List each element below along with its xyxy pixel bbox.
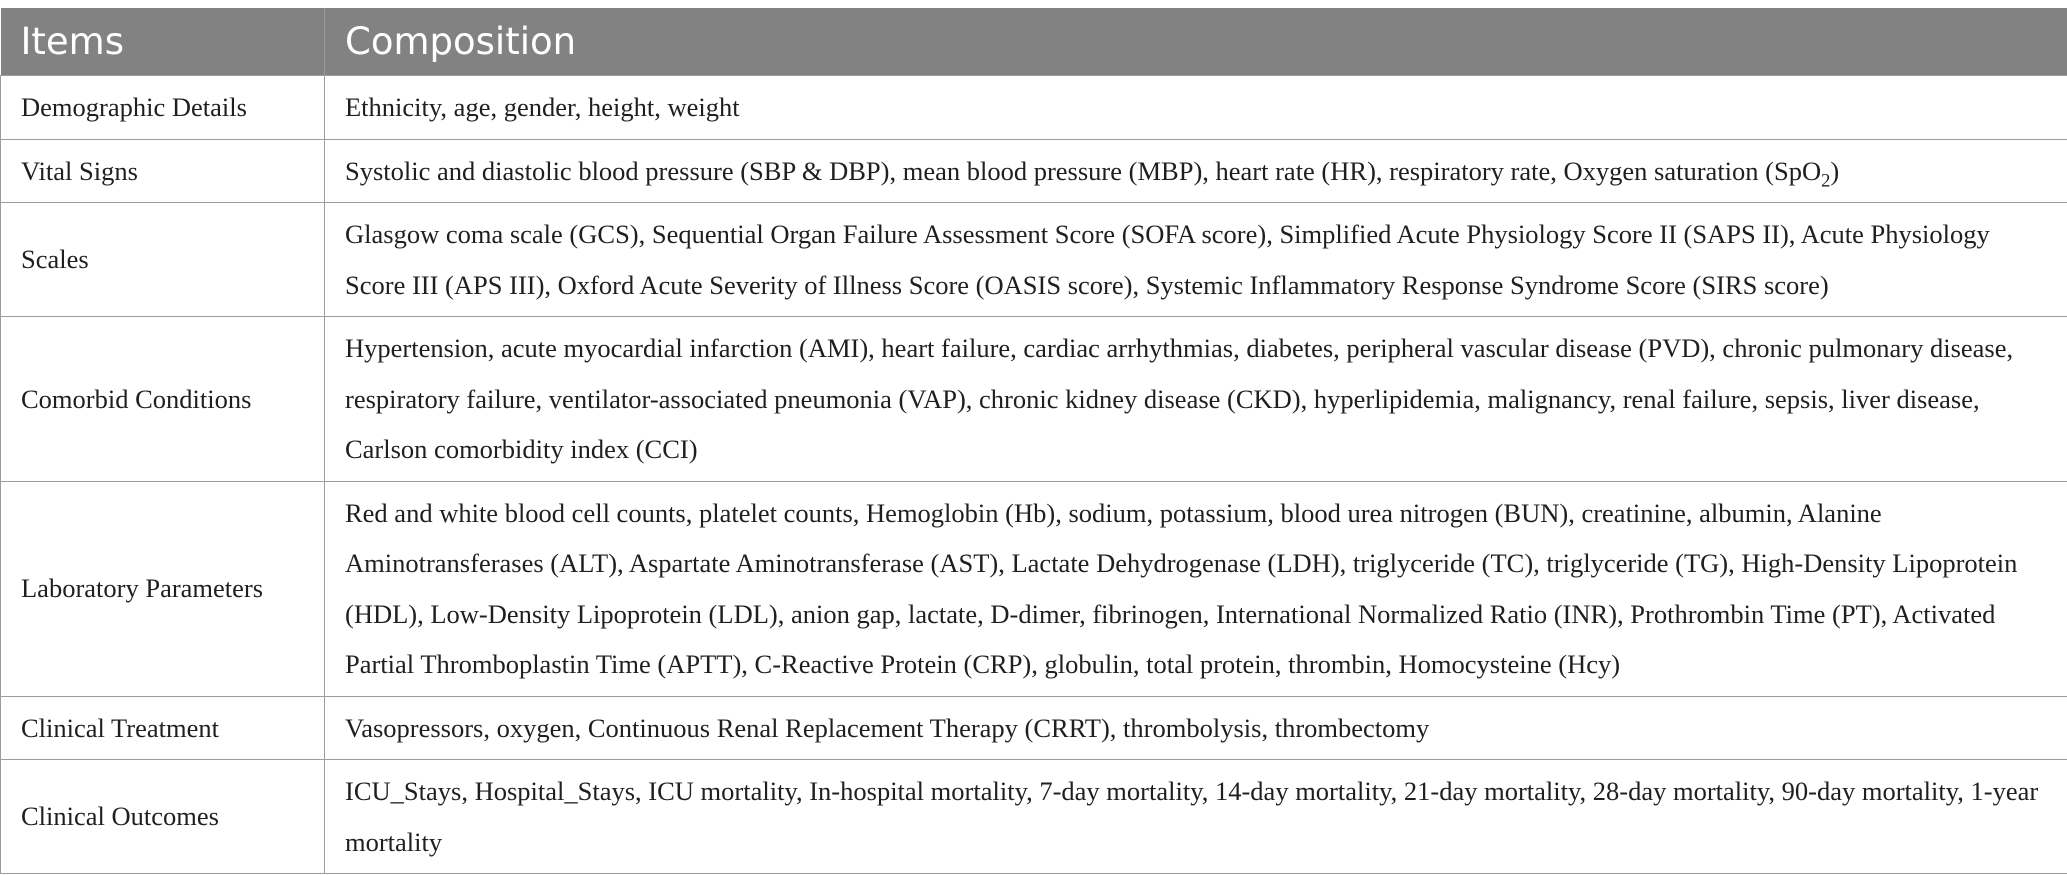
table-row — [1, 76, 2067, 140]
table-body — [1, 76, 2067, 874]
row-composition: ICU_Stays, Hospital_Stays, ICU mortality, In-hospital mortality, 7-day mortality, 14-day mortality, 21-day mortality, 28-day mortality, 90-day mortality, 1-year mortality — [325, 760, 2067, 874]
table-row — [1, 760, 2067, 874]
row-item-label: Scales — [1, 203, 325, 317]
row-composition: Glasgow coma scale (GCS), Sequential Organ Failure Assessment Score (SOFA score), Simplified Acute Physiology Score II (SAPS II), Acute Physiology Score III (APS III), Oxford Acute Severity of Illness Score (OASIS score), Systemic Inflammatory Response Syndrome Score (SIRS score) — [325, 203, 2067, 317]
data-table — [0, 8, 2067, 874]
row-composition — [325, 139, 2067, 203]
row-composition: Hypertension, acute myocardial infarction (AMI), heart failure, cardiac arrhythmias, diabetes, peripheral vascular disease (PVD), chronic pulmonary disease, respiratory failure, ventilator-associated pneumonia (VAP), chronic kidney disease (CKD), hyperlipidemia, malignancy, renal failure, sepsis, liver disease, Carlson comorbidity index (CCI) — [325, 317, 2067, 482]
table-row — [1, 203, 2067, 317]
header-items: Items — [1, 8, 325, 76]
header-composition: Composition — [325, 8, 2067, 76]
row-composition: Red and white blood cell counts, platelet counts, Hemoglobin (Hb), sodium, potassium, blood urea nitrogen (BUN), creatinine, albumin, Alanine Aminotransferases (ALT), Aspartate Aminotransferase (AST), Lactate Dehydrogenase (LDH), triglyceride (TC), triglyceride (TG), High-Density Lipoprotein (HDL), Low-Density Lipoprotein (LDL), anion gap, lactate, D-dimer, fibrinogen, International Normalized Ratio (INR), Prothrombin Time (PT), Activated Partial Thromboplastin Time (APTT), C-Reactive Protein (CRP), globulin, total protein, thrombin, Homocysteine (Hcy) — [325, 481, 2067, 696]
row-item-label: Laboratory Parameters — [1, 481, 325, 696]
row-composition: Vasopressors, oxygen, Continuous Renal Replacement Therapy (CRRT), thrombolysis, thrombectomy — [325, 696, 2067, 760]
row-composition: Ethnicity, age, gender, height, weight — [325, 76, 2067, 140]
composition-text: Systolic and diastolic blood pressure (SBP & DBP), mean blood pressure (MBP), heart rate (HR), respiratory rate, Oxygen saturation (SpO — [345, 155, 1822, 186]
table-row — [1, 481, 2067, 696]
table-header — [1, 8, 2067, 76]
row-item-label: Demographic Details — [1, 76, 325, 140]
row-item-label: Clinical Treatment — [1, 696, 325, 760]
table-row — [1, 696, 2067, 760]
table-row — [1, 317, 2067, 482]
row-item-label: Clinical Outcomes — [1, 760, 325, 874]
row-item-label: Comorbid Conditions — [1, 317, 325, 482]
row-item-label: Vital Signs — [1, 139, 325, 203]
table-row — [1, 139, 2067, 203]
subscript-text: 2 — [1821, 169, 1831, 191]
header-row — [1, 8, 2067, 76]
composition-text-end: ) — [1830, 155, 1840, 186]
